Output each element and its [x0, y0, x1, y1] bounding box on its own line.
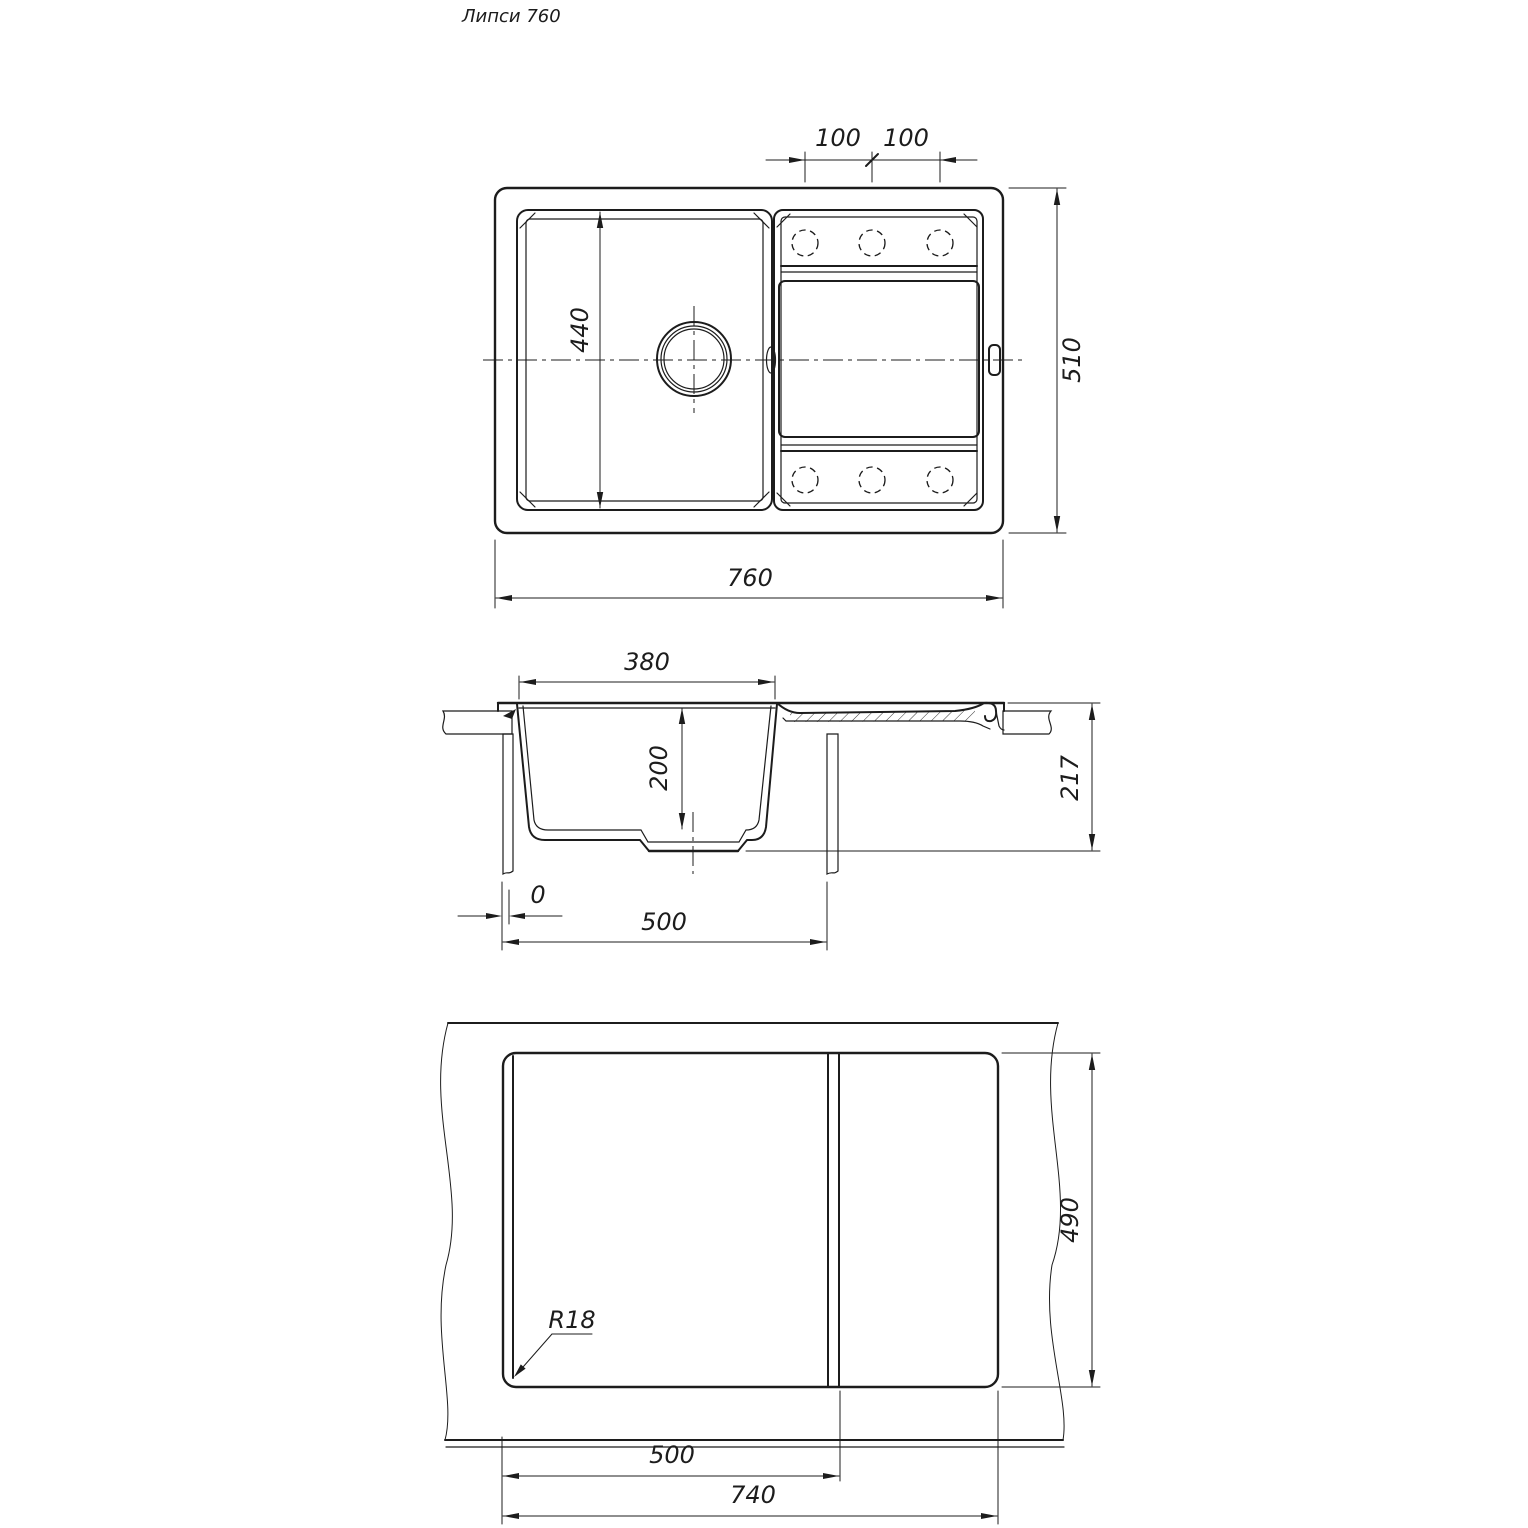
- dim-740: [503, 1391, 998, 1524]
- countertop-left: [443, 711, 512, 734]
- drainboard-inner: [781, 217, 977, 503]
- faucet-hole: [792, 230, 818, 256]
- section-view: [443, 648, 1100, 950]
- faucet-holes-bottom-row: [792, 467, 953, 493]
- break-line-left: [441, 1023, 453, 1440]
- top-view: [483, 124, 1086, 608]
- radius-callout-r18: [514, 1306, 596, 1377]
- faucet-hole: [792, 467, 818, 493]
- dim-label: 740: [730, 1481, 776, 1509]
- drainboard-shell: [777, 703, 1004, 730]
- dim-label: 100: [883, 124, 929, 152]
- dim-380: [519, 648, 775, 699]
- dim-length-760: [495, 540, 1003, 608]
- dim-200: [645, 708, 685, 829]
- dim-label: 490: [1056, 1197, 1084, 1243]
- dim-label: R18: [548, 1306, 596, 1334]
- faucet-holes-top-row: [792, 230, 953, 256]
- dim-label: 217: [1056, 755, 1084, 801]
- cabinet-wall-left: [503, 734, 513, 874]
- dim-0: [458, 881, 562, 950]
- dim-label: 100: [815, 124, 861, 152]
- dim-500-cutout: [502, 1391, 840, 1524]
- dim-label: 760: [727, 564, 773, 592]
- dim-label: 200: [645, 745, 673, 791]
- drainboard-recess: [779, 281, 979, 437]
- dim-label: 0: [530, 881, 546, 909]
- dim-label: 440: [566, 307, 594, 353]
- faucet-hole: [927, 230, 953, 256]
- faucet-hole: [859, 230, 885, 256]
- countertop-panel: [441, 1023, 1065, 1447]
- drawing-title: Липси 760: [462, 6, 561, 27]
- faucet-hole: [927, 467, 953, 493]
- sink-profile: [498, 703, 1004, 874]
- cabinet-wall-right: [827, 734, 838, 874]
- cutout-view: [441, 1023, 1100, 1524]
- faucet-hole: [859, 467, 885, 493]
- dim-label: 510: [1058, 337, 1086, 383]
- dim-label: 500: [641, 908, 687, 936]
- dim-label: 500: [649, 1441, 695, 1469]
- countertop-right: [1003, 711, 1051, 734]
- divider-lines: [828, 1053, 839, 1387]
- cutout-outline: [503, 1053, 998, 1387]
- dim-217: [746, 703, 1100, 851]
- dim-hole-pitch: [766, 124, 977, 182]
- dim-label: 380: [624, 648, 670, 676]
